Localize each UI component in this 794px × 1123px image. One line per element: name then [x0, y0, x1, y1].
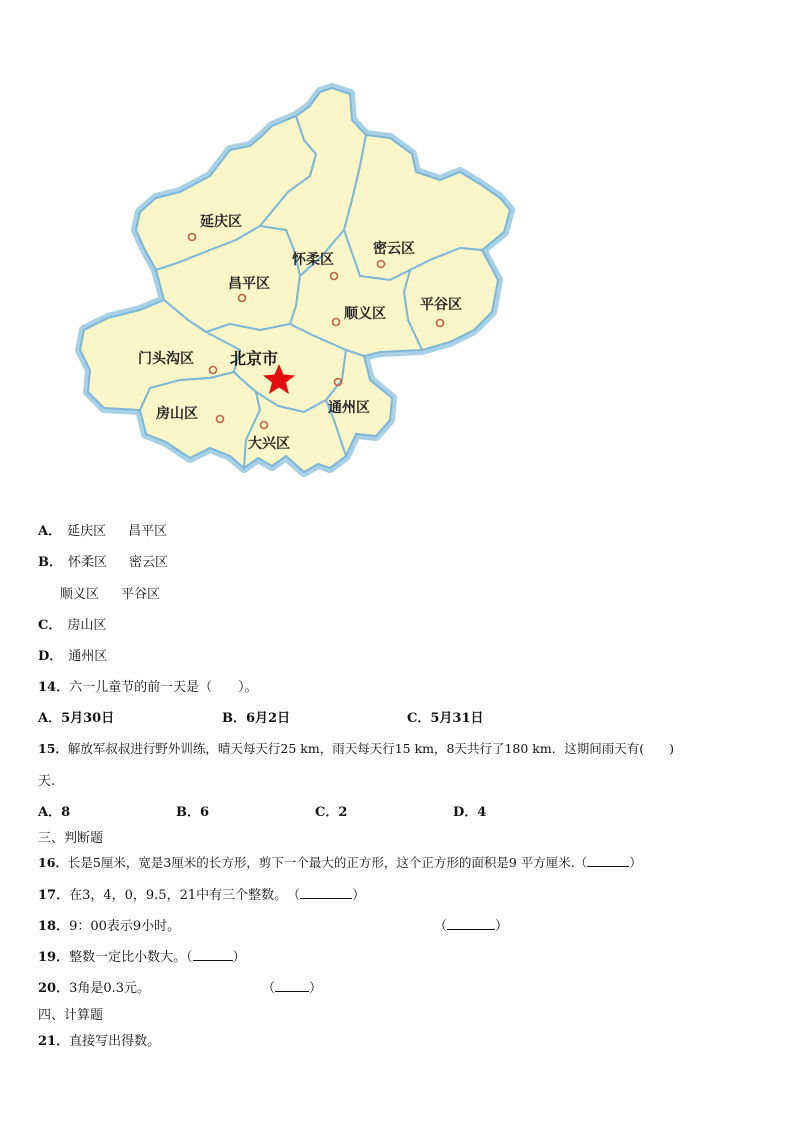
- q18-bracket: （ ）: [434, 919, 509, 934]
- q21: 21．直接写出得数。: [38, 1034, 161, 1049]
- q16: 16．长是5厘米，宽是3厘米的长方形，剪下一个最大的正方形，这个正方形的面积是9 平方厘米.（ ）: [38, 855, 642, 870]
- q18-answer-blank[interactable]: [447, 917, 495, 930]
- label-fangshan: 房山区: [156, 406, 198, 422]
- label-miyun: 密云区: [373, 241, 415, 257]
- q13-option-b: B． 怀柔区 密云区: [38, 555, 169, 570]
- label-mentougou: 门头沟区: [138, 351, 194, 367]
- q14-option-c: C．5月31日: [407, 711, 484, 726]
- q14-option-b: B．6月2日: [222, 711, 291, 726]
- q17-answer-blank[interactable]: [300, 886, 352, 899]
- section-calc-title: 四、计算题: [38, 1008, 104, 1023]
- q19-answer-blank[interactable]: [193, 948, 233, 961]
- beijing-map: [60, 80, 540, 510]
- q14-stem: 14．六一儿童节的前一天是（ ）。: [38, 680, 258, 695]
- q15-option-a: A．8: [38, 805, 71, 820]
- q20-bracket: （ ）: [262, 981, 323, 996]
- q13-option-b-cont: 顺义区 平谷区: [60, 587, 161, 602]
- q14-option-a: A．5月30日: [38, 711, 115, 726]
- q13-option-c: C． 房山区: [38, 618, 107, 633]
- q19: 19．整数一定比小数大。（ ）: [38, 950, 246, 965]
- label-city: 北京市: [230, 349, 279, 368]
- label-pinggu: 平谷区: [420, 297, 462, 313]
- q15-option-c: C．2: [315, 805, 348, 820]
- label-huairou: 怀柔区: [292, 252, 334, 268]
- q15-stem-cont: 天.: [38, 774, 56, 789]
- q13-option-d: D． 通州区: [38, 649, 108, 664]
- label-changping: 昌平区: [228, 276, 270, 292]
- q20-answer-blank[interactable]: [275, 979, 309, 992]
- q18: 18．9：00表示9小时。: [38, 919, 181, 934]
- q15-option-b: B．6: [176, 805, 210, 820]
- label-tongzhou: 通州区: [328, 400, 370, 416]
- q13-option-a: A． 延庆区 昌平区: [38, 524, 168, 539]
- q20: 20．3角是0.3元。: [38, 981, 151, 996]
- q16-answer-blank[interactable]: [587, 854, 629, 867]
- section-judgement-title: 三、判断题: [38, 831, 104, 846]
- label-shunyi: 顺义区: [344, 306, 386, 322]
- q15-stem: 15．解放军叔叔进行野外训练，晴天每天行25 km，雨天每天行15 km，8天共行了180 km．这期间雨天有( ): [38, 741, 674, 756]
- q15-option-d: D．4: [453, 805, 487, 820]
- label-yanqing: 延庆区: [200, 214, 242, 230]
- q17: 17．在3，4，0，9.5，21中有三个整数。 （ ）: [38, 888, 366, 903]
- label-daxing: 大兴区: [248, 436, 290, 452]
